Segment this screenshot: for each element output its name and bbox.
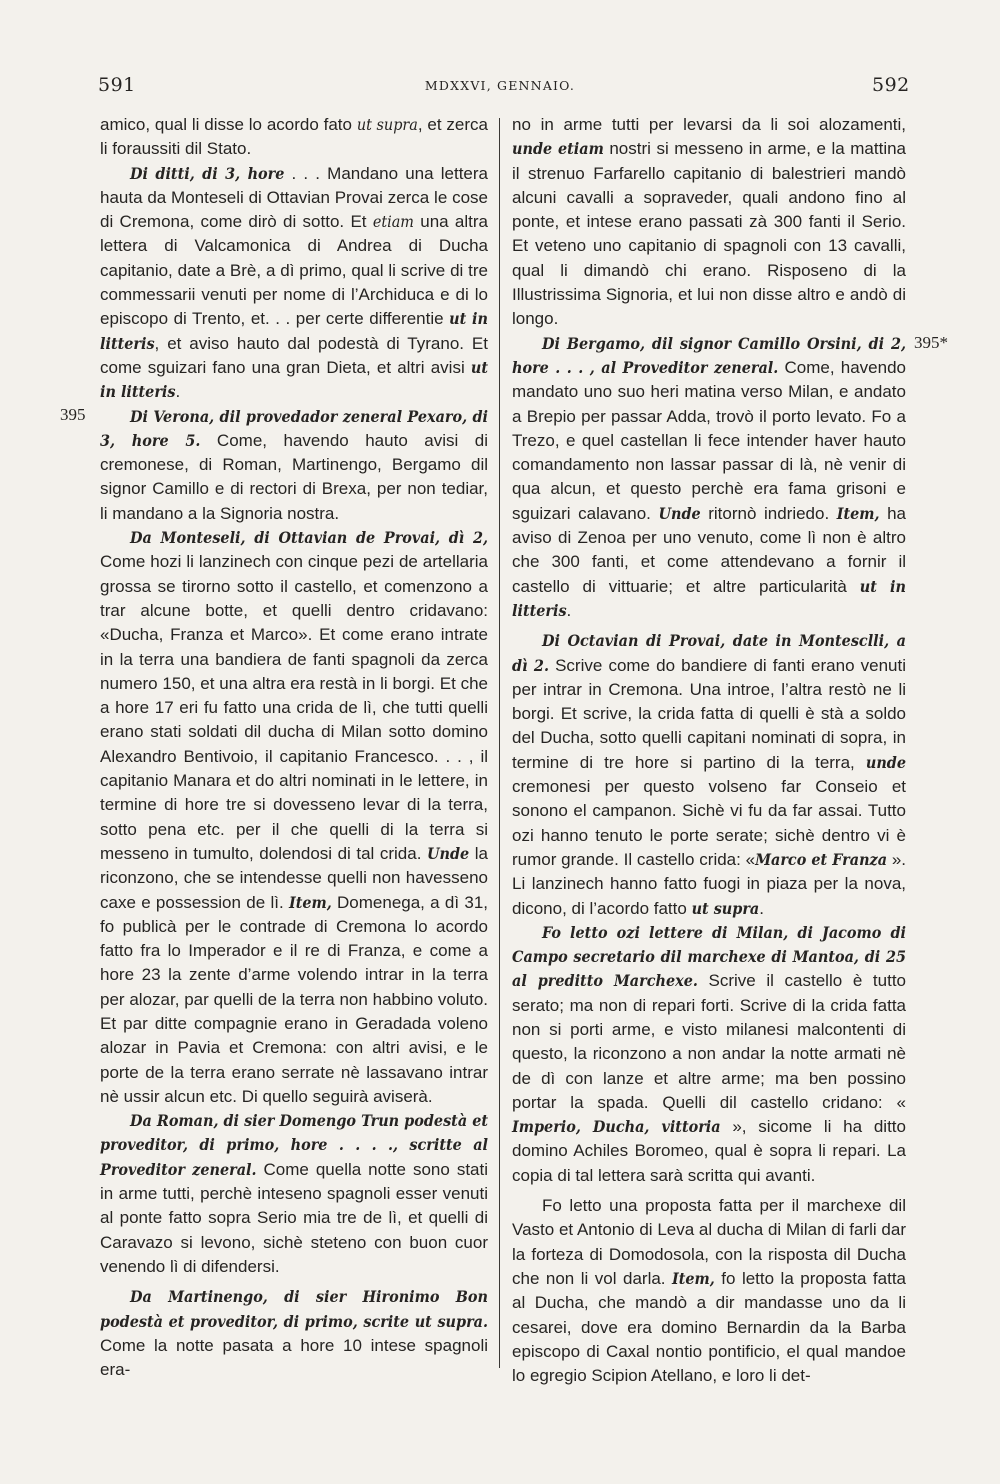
italic-text: Item, (672, 1268, 715, 1288)
body-text: ritornò indriedo. (700, 503, 837, 523)
entry-heading: Di Octavian di Provai, date in Montesclli, a dì 2. (512, 631, 906, 675)
body-text: no in arme tutti per levarsi da li soi alozamenti, (512, 115, 906, 134)
entry-heading: Da Martinengo, di sier Hironimo Bon podestà et proveditor, di primo, scrite ut supra. (100, 1287, 488, 1331)
body-text: , et aviso hauto dal podestà di Tyrano. Et come sguizari fano una gran Dieta, et altri avisi (100, 333, 488, 377)
entry-heading: Di Bergamo, dil signor Camillo Orsini, di 2, hore . . . , al Proveditor zeneral. (512, 333, 906, 377)
italic-text: unde (865, 752, 906, 772)
paragraph (512, 332, 906, 624)
body-text: Come, havendo hauto avisi di cremonese, di Roman, Martinengo, Bergamo dil signor Camillo e di rectori di Brexa, per non tediar, li mandano a la Signoria nostra. (100, 430, 489, 523)
italic-text: etiam (372, 212, 414, 232)
body-text: nostri si messeno in arme, e la mattina il strenuo Farfarello capitanio di balestrieri mandò alcuni cavalli a sopraveder, quali andono fino al ponte, et intese erano passati zà 300 fanti il Serio. Et veteno uno capitanio di spagnoli con 13 cavalli, qual li dimandò chi erano. Risposeno di la Illustrissima Signoria, et lui non disse altro e andò di longo. (512, 139, 907, 329)
entry-heading: Da Roman, di sier Domengo Trun podestà et proveditor, di primo, hore . . . ., scritte al Proveditor zeneral. (100, 1111, 488, 1179)
italic-text: Unde (426, 843, 470, 863)
body-text: cremonesi per questo volseno far Conseio et sonono el campanon. Sichè vi fu da far assai. Tutto ozi hanno tenuto le porte serate; sichè dentro vi è rumor grande. Il castello crida: « (512, 777, 906, 869)
right-column (512, 113, 906, 1388)
italic-text: Marco et Franza (755, 849, 888, 869)
paragraph (100, 526, 488, 1109)
running-header (0, 74, 1000, 102)
body-text: Come hozi li lanzinech con cinque pezi de artellaria grossa se tirorno sotto il castello, et comenzono a trar alcune botte, et quelli dentro cridavano: «Ducha, Franza et Marco». Et come erano intrate in la terra una bandiera de fanti spagnoli da zerca numero 150, et una altra era restà in li borgi. Et che a hore 17 eri fu fatto una crida de lì, che tutti quelli erano stati soldati dil ducha di Milan sotto domino Alexandro Bentivoio, il capitanio Francesco. . . , il capitanio Manara et do altri nominati in le lettere, in termine di hore tre si dovesseno levar di la terra, sotto pena etc. per il che quelli di la terra si messeno in tumulto, dolendosi di tal crida. (100, 552, 488, 863)
paragraph (512, 113, 906, 332)
body-text: », sicome li ha ditto domino Achiles Boromeo, qual è sopra li repari. La copia di tal lettera sarà scritta qui avanti. (512, 1117, 906, 1185)
italic-text: ut in litteris (100, 357, 488, 402)
italic-text: ut supra (356, 115, 418, 134)
body-text: Scrive il castello è tutto serato; ma non di repari forti. Scrive di la crida fatta non si porti arme, e visto milanesi malcontenti di questo, la riconzono a non andar la notte armati nè de dì con lanze et altre arme; ma ben possino portar la spada. Quelli dil castello cridano: « (512, 971, 906, 1112)
margin-note-left: 395 (60, 405, 86, 424)
body-text: . (175, 382, 181, 402)
paragraph (512, 921, 906, 1188)
italic-text: Item, (288, 892, 332, 912)
body-text: Come quella notte sono stati in arme tutti, perchè inteseno spagnoli esser venuti al ponte fatto sopra Serio mia tre de lì, et quelli di Caravazo si levono, sichè steteno con buon cuor venendo lì di difendersi. (100, 1159, 488, 1276)
paragraph (100, 405, 488, 526)
italic-text: ut in litteris (100, 309, 488, 353)
body-text: ha aviso di Zenoa per uno venuto, come lì non è altro che 300 fanti, et come attendevano a fornir il castello di vittuarie; et altre particularità (512, 503, 906, 596)
paragraph (100, 1285, 488, 1382)
body-text: Come la notte pasata a hore 10 intese spagnoli era- (100, 1335, 488, 1380)
entry-heading: Fo letto ozi lettere di Milan, di Jacomo di Campo secretario dil marchexe di Mantoa, di 25 al preditto Marchexe. (512, 922, 906, 991)
body-text: . . . Mandano una lettera hauta da Monteseli di Ottavian Provai zerca le cose di Cremona, come dirò di sotto. Et (100, 163, 488, 232)
body-text: la riconzono, che se intendesse quelli non havesseno caxe e possession de lì. (100, 843, 488, 912)
body-text: Fo letto una proposta fatta per il marchexe dil Vasto et Antonio di Leva al ducha di Milan di farli dar la forteza di Domodosola, con la risposta dil Ducha che non li vol darla. (512, 1196, 906, 1288)
italic-text: Unde (658, 503, 701, 523)
page-number-right: 592 (872, 74, 910, 96)
paragraph (512, 629, 906, 921)
running-title: MDXXVI, GENNAIO. (424, 78, 576, 93)
body-text: fo letto la proposta fatta al Ducha, che mandò a dir mandasse uno da li cesarei, dove era domino Bernardin da la Barba episcopo di Caxal nontio pontificio, el qual mandoe lo egregio Scipion Atellano, e loro li det- (512, 1268, 906, 1386)
entry-heading: Da Monteseli, di Ottavian de Provai, dì 2, (130, 528, 488, 548)
column-divider (499, 118, 500, 1368)
margin-note-right: 395* (914, 333, 948, 352)
body-text: Come, havendo mandato uno suo heri matina verso Milan, e andato a Brepio per passar Adda, trovò il porto levato. Fo a Trezo, e quel castellan li fece intender haver hauto comandamento non lassar passar di là, nè venir di qua alcun, et questo perchè era fama grisoni e sguizari calavano. (512, 357, 906, 523)
italic-text: ut supra (691, 898, 760, 918)
italic-text: ut in litteris (512, 576, 906, 620)
body-text: . (566, 600, 572, 620)
body-text: . (759, 898, 764, 918)
paragraph (100, 113, 488, 162)
body-text: Domenega, a dì 31, fo publicà per le contrade di Cremona lo acordo fatto fra lo Imperador e il re di Franza, e come a hore 23 la zente d’arme volendo intrar in la terra per alozar, par quelli de la terra non habbino voluto. Et par ditte compagnie erano in Geradada voleno alozar in Pavia et Cremona: con altri avisi, e le porte de la terra erano serrate nè lassavano intrar nè ussir alcun etc. Di quello seguirà aviserà. (100, 892, 489, 1106)
paragraph (100, 162, 488, 405)
paragraph (100, 1109, 488, 1279)
body-text: ». Li lanzinech hanno fatto fuogi in piaza per la nova, dicono, di l’acordo fatto (512, 849, 906, 918)
italic-text: Item, (836, 503, 880, 523)
italic-text: unde etiam (512, 139, 604, 159)
entry-heading: Di ditti, di 3, hore (130, 163, 285, 183)
body-text: amico, qual li disse lo acordo fato (100, 115, 357, 134)
page-number-left: 591 (98, 74, 136, 96)
entry-heading: Di Verona, dil provedador zeneral Pexaro, di 3, hore 5. (100, 406, 488, 450)
body-text: , et zerca li foraussiti dil Stato. (100, 115, 488, 159)
left-column (100, 113, 488, 1382)
body-text: Scrive come do bandiere di fanti erano venuti per intrar in Cremona. Una introe, l’altra restò ne li borgi. Et scrive, la crida fatta di quelli è stà a soldo del Ducha, sotto quelli capitani nominati di sopra, in termine di tre hore si partino di la terra, (512, 655, 907, 772)
body-text: una altra lettera di Valcamonica di Andrea di Ducha capitanio, date a Brè, a dì primo, qual li scrive di tre commessarii venuti per nome di l’Archiduca e di lo episcopo di Trento, et. . . per certe differentie (100, 212, 488, 329)
paragraph (512, 1194, 906, 1388)
italic-text: Imperio, Ducha, vittoria (512, 1117, 721, 1137)
